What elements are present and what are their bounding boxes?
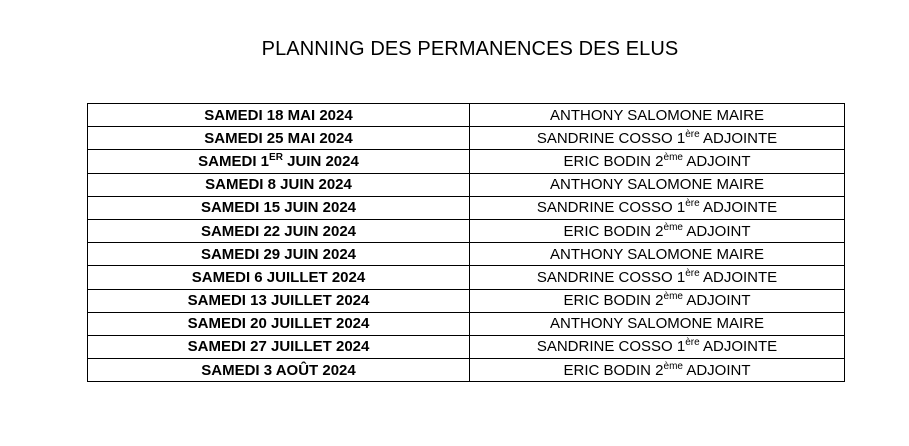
cell-text: SANDRINE COSSO 1: [536, 129, 686, 147]
cell-text: ANTHONY SALOMONE MAIRE: [550, 106, 764, 124]
schedule-table: [87, 103, 845, 382]
elected-official-cell: [470, 266, 845, 289]
table-row: [88, 127, 845, 150]
table-row: [88, 104, 845, 127]
table-row: [88, 266, 845, 289]
elected-official-cell: [470, 104, 845, 127]
date-cell: [88, 196, 470, 219]
cell-text: ERIC BODIN 2: [563, 222, 664, 240]
date-cell: [88, 243, 470, 266]
superscript-text: ère: [685, 198, 700, 210]
cell-text: SAMEDI 27 JUILLET 2024: [187, 338, 370, 356]
date-cell: [88, 312, 470, 335]
cell-text: SANDRINE COSSO 1: [536, 199, 686, 217]
cell-text: SAMEDI 22 JUIN 2024: [200, 222, 357, 240]
superscript-text: ème: [663, 291, 683, 303]
elected-official-cell: [470, 173, 845, 196]
cell-text: JUIN 2024: [282, 152, 359, 170]
elected-official-cell: [470, 219, 845, 242]
date-cell: [88, 335, 470, 358]
cell-text: ANTHONY SALOMONE MAIRE: [550, 176, 764, 194]
elected-official-cell: [470, 150, 845, 173]
cell-text: ERIC BODIN 2: [563, 361, 664, 379]
cell-text: SANDRINE COSSO 1: [536, 338, 686, 356]
table-row: [88, 312, 845, 335]
date-cell: [88, 289, 470, 312]
elected-official-cell: [470, 289, 845, 312]
cell-text: ANTHONY SALOMONE MAIRE: [550, 315, 764, 333]
cell-text: SAMEDI 29 JUIN 2024: [200, 245, 357, 263]
cell-text: ADJOINTE: [699, 129, 778, 147]
table-row: [88, 359, 845, 382]
page-title: PLANNING DES PERMANENCES DES ELUS: [261, 38, 679, 60]
cell-text: ADJOINT: [682, 152, 751, 170]
cell-text: ADJOINTE: [699, 199, 778, 217]
date-cell: [88, 173, 470, 196]
table-row: [88, 289, 845, 312]
date-cell: [88, 219, 470, 242]
superscript-text: ère: [685, 267, 700, 279]
table-row: [88, 335, 845, 358]
superscript-text: ère: [685, 128, 700, 140]
superscript-text: ème: [663, 360, 683, 372]
table-row: [88, 243, 845, 266]
date-cell: [88, 359, 470, 382]
elected-official-cell: [470, 243, 845, 266]
elected-official-cell: [470, 196, 845, 219]
cell-text: ADJOINTE: [699, 338, 778, 356]
elected-official-cell: [470, 335, 845, 358]
table-row: [88, 173, 845, 196]
date-cell: [88, 266, 470, 289]
cell-text: SAMEDI 8 JUIN 2024: [205, 176, 352, 194]
cell-text: ADJOINT: [682, 361, 751, 379]
cell-text: SAMEDI 3 AOÛT 2024: [201, 361, 356, 379]
date-cell: [88, 104, 470, 127]
table-row: [88, 150, 845, 173]
superscript-text: ème: [663, 151, 683, 163]
elected-official-cell: [470, 127, 845, 150]
cell-text: SANDRINE COSSO 1: [536, 268, 686, 286]
cell-text: SAMEDI 18 MAI 2024: [204, 106, 353, 124]
superscript-text: ER: [269, 151, 283, 163]
cell-text: ADJOINT: [682, 222, 751, 240]
cell-text: SAMEDI 13 JUILLET 2024: [187, 292, 370, 310]
cell-text: SAMEDI 25 MAI 2024: [204, 129, 353, 147]
elected-official-cell: [470, 312, 845, 335]
cell-text: ERIC BODIN 2: [563, 292, 664, 310]
cell-text: SAMEDI 20 JUILLET 2024: [187, 315, 370, 333]
table-row: [88, 219, 845, 242]
cell-text: ADJOINTE: [699, 268, 778, 286]
cell-text: ADJOINT: [682, 292, 751, 310]
superscript-text: ère: [685, 337, 700, 349]
cell-text: SAMEDI 6 JUILLET 2024: [191, 268, 366, 286]
table-row: [88, 196, 845, 219]
cell-text: SAMEDI 15 JUIN 2024: [200, 199, 357, 217]
cell-text: SAMEDI 1: [198, 152, 270, 170]
schedule-table-body: [88, 104, 845, 382]
date-cell: [88, 150, 470, 173]
cell-text: ERIC BODIN 2: [563, 152, 664, 170]
date-cell: [88, 127, 470, 150]
cell-text: ANTHONY SALOMONE MAIRE: [550, 245, 764, 263]
elected-official-cell: [470, 359, 845, 382]
superscript-text: ème: [663, 221, 683, 233]
